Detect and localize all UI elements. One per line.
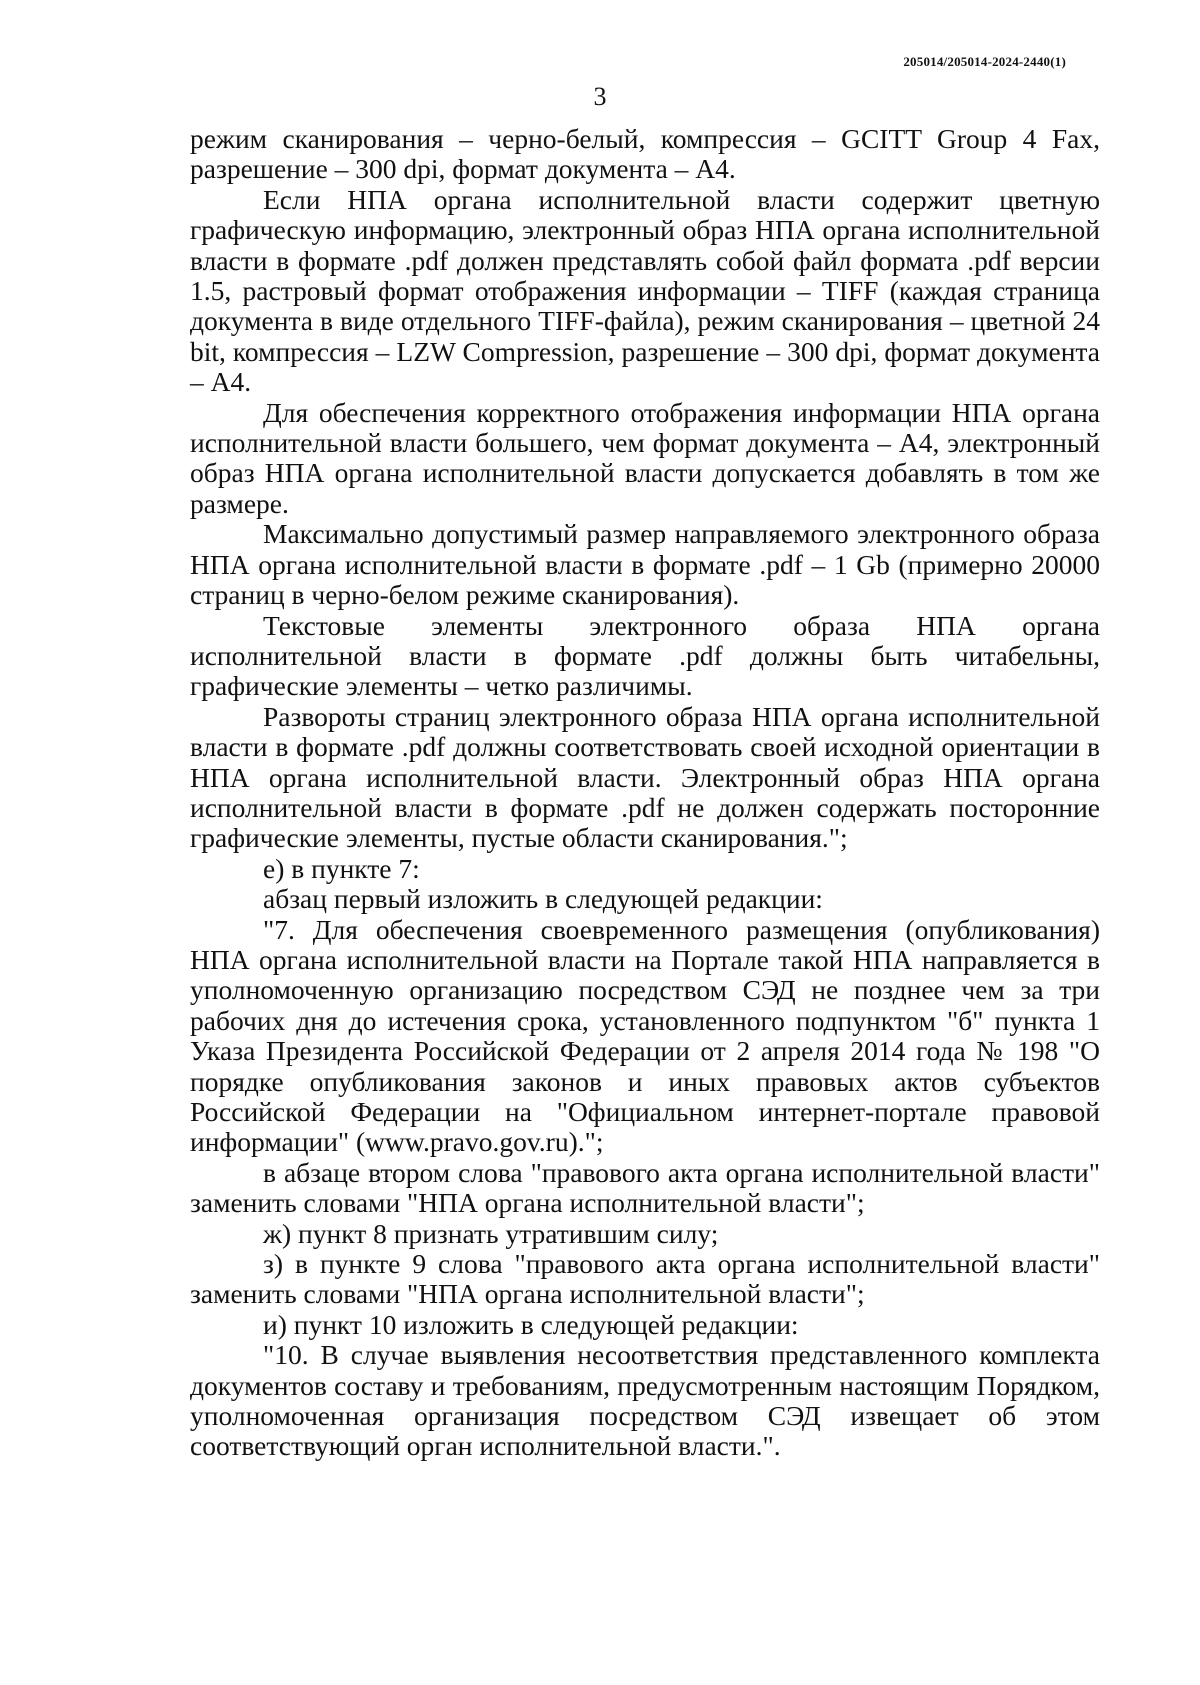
paragraph: Развороты страниц электронного образа НПА органа исполнительной власти в формате .pdf должны соответствовать своей исходной ориентации в НПА органа исполнительной власти. Электронный образ НПА органа исполнительной власти в формате .pdf не должен содержать посторонние графические элементы, пустые области сканирования."; xyxy=(190,700,1100,854)
paragraph: з) в пункте 9 слова "правового акта органа исполнительной власти" заменить словами "НПА органа исполнительной власти"; xyxy=(190,1248,1100,1310)
paragraph: Для обеспечения корректного отображения информации НПА органа исполнительной власти большего, чем формат документа – А4, электронный образ НПА органа исполнительной власти допускается добавлять в том же размере. xyxy=(190,396,1100,519)
paragraph: ж) пункт 8 признать утратившим силу; xyxy=(263,1217,719,1249)
paragraph: в абзаце втором слова "правового акта органа исполнительной власти" заменить словами "НПА органа исполнительной власти"; xyxy=(190,1156,1100,1219)
document-body xyxy=(190,124,1100,1462)
paragraph: режим сканирования – черно-белый, компрессия – GCITT Group 4 Fax, разрешение – 300 dpi, формат документа – А4. xyxy=(190,123,1100,185)
paragraph: абзац первый изложить в следующей редакции: xyxy=(263,883,823,915)
document-id: 205014/205014-2024-2440(1) xyxy=(903,54,1066,69)
paragraph: Если НПА органа исполнительной власти содержит цветную графическую информацию, электронный образ НПА органа исполнительной власти в формате .pdf должен представлять собой файл формата .pdf версии 1.5, растровый формат отображения информации – TIFF (каждая страница документа в виде отдельного TIFF-файла), режим сканирования – цветной 24 bit, компрессия – LZW Compression, разрешение – 300 dpi, формат документа – А4. xyxy=(190,183,1100,398)
paragraph: "7. Для обеспечения своевременного размещения (опубликования) НПА органа исполнительной власти на Портале такой НПА направляется в уполномоченную организацию посредством СЭД не позднее чем за три рабочих дня до истечения срока, установленного подпунктом "б" пункта 1 Указа Президента Российской Федерации от 2 апреля 2014 года № 198 "О порядке опубликования законов и иных правовых актов субъектов Российской Федерации на "Официальном интернет-портале правовой информации" (www.pravo.gov.ru)."; xyxy=(190,913,1100,1158)
page-number: 3 xyxy=(593,82,607,111)
paragraph: Текстовые элементы электронного образа НПА органа исполнительной власти в формате .pdf должны быть читабельны, графические элементы – четко различимы. xyxy=(190,609,1100,702)
paragraph: и) пункт 10 изложить в следующей редакции: xyxy=(263,1308,799,1340)
paragraph: "10. В случае выявления несоответствия представленного комплекта документов составу и требованиям, предусмотренным настоящим Порядком, уполномоченная организация посредством СЭД извещает об этом соответствующий орган исполнительной власти.". xyxy=(190,1339,1100,1462)
paragraph: Максимально допустимый размер направляемого электронного образа НПА органа исполнительной власти в формате .pdf – 1 Gb (примерно 20000 страниц в черно-белом режиме сканирования). xyxy=(190,518,1100,611)
paragraph: е) в пункте 7: xyxy=(263,852,420,884)
